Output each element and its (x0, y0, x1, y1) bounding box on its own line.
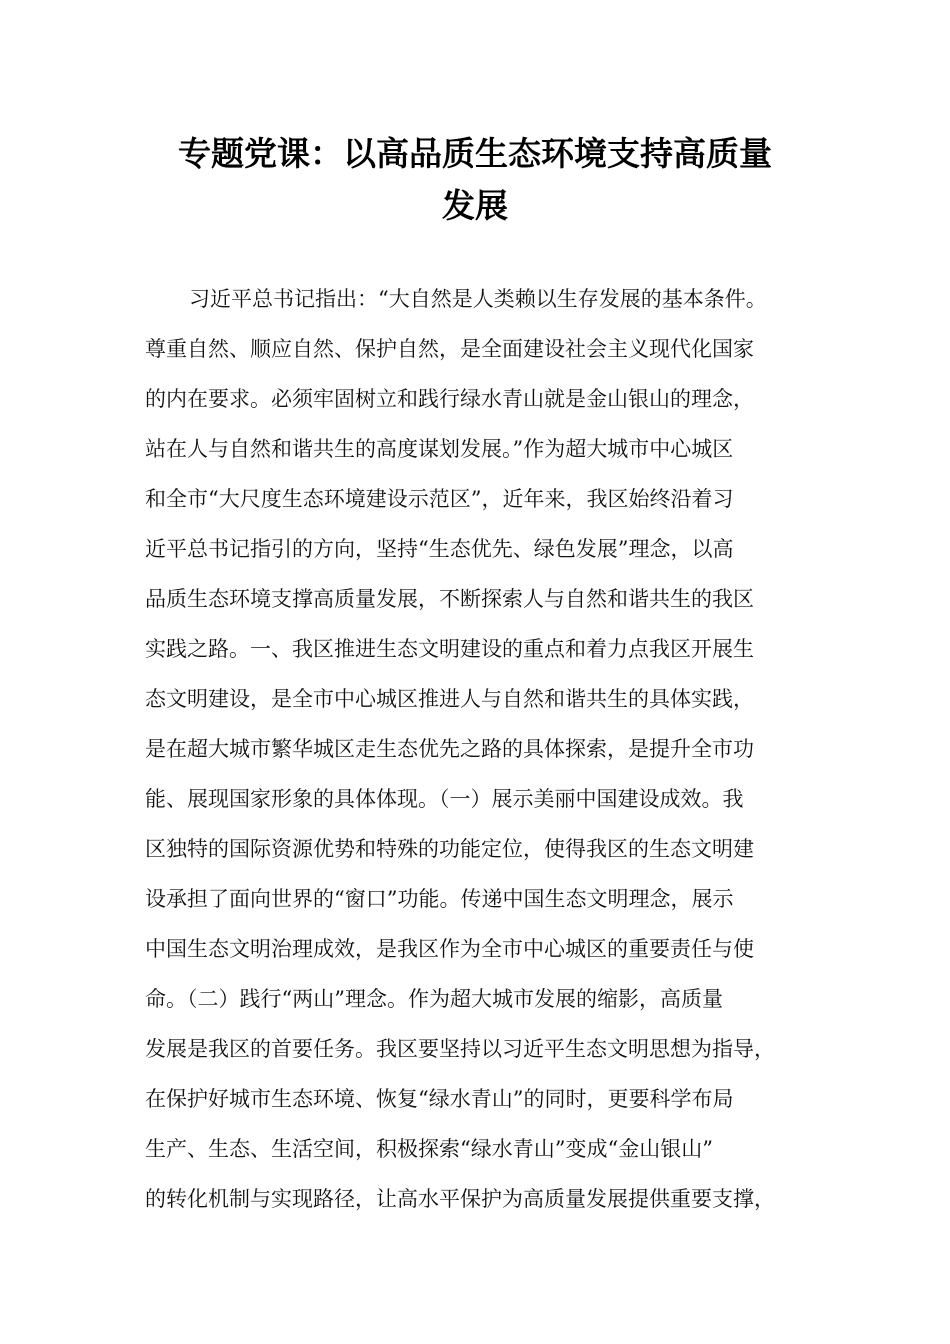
body-line-12: 区独特的国际资源优势和特殊的功能定位，使得我区的生态文明建 (145, 837, 754, 861)
body-line-1: 习近平总书记指出：“大自然是人类赖以生存发展的基本条件。 (189, 287, 767, 311)
body-line-9: 态文明建设，是全市中心城区推进人与自然和谐共生的具体实践， (145, 687, 754, 711)
body-line-8: 实践之路。一、我区推进生态文明建设的重点和着力点我区开展生 (145, 637, 754, 661)
body-line-10: 是在超大城市繁华城区走生态优先之路的具体探索，是提升全市功 (145, 737, 754, 761)
body-line-2: 尊重自然、顺应自然、保护自然，是全面建设社会主义现代化国家 (145, 337, 754, 361)
body-line-4: 站在人与自然和谐共生的高度谋划发展。”作为超大城市中心城区 (145, 437, 734, 461)
body-line-18: 生产、生态、生活空间，积极探索“绿水青山”变成“金山银山” (145, 1137, 713, 1161)
body-line-6: 近平总书记指引的方向，坚持“生态优先、绿色发展”理念，以高 (145, 537, 734, 561)
body-line-3: 的内在要求。必须牢固树立和践行绿水青山就是金山银山的理念， (145, 387, 754, 411)
body-line-15: 命。（二）践行“两山”理念。作为超大城市发展的缩影，高质量 (145, 987, 723, 1011)
body-line-11: 能、展现国家形象的具体体现。（一）展示美丽中国建设成效。我 (145, 787, 744, 811)
body-line-13: 设承担了面向世界的“窗口”功能。传递中国生态文明理念，展示 (145, 887, 734, 911)
body-line-19: 的转化机制与实现路径，让高水平保护为高质量发展提供重要支撑， (145, 1187, 775, 1211)
body-line-17: 在保护好城市生态环境、恢复“绿水青山”的同时，更要科学布局 (145, 1087, 734, 1111)
body-line-7: 品质生态环境支撑高质量发展，不断探索人与自然和谐共生的我区 (145, 587, 754, 611)
document-body (145, 274, 845, 1224)
title-line-1: 专题党课：以高品质生态环境支持高质量 (178, 134, 772, 173)
body-line-14: 中国生态文明治理成效，是我区作为全市中心城区的重要责任与使 (145, 937, 754, 961)
body-line-5: 和全市“大尺度生态环境建设示范区”，近年来，我区始终沿着习 (145, 487, 734, 511)
document-title (140, 128, 810, 232)
title-line-2: 发展 (442, 186, 508, 225)
body-line-16: 发展是我区的首要任务。我区要坚持以习近平生态文明思想为指导， (145, 1037, 775, 1061)
